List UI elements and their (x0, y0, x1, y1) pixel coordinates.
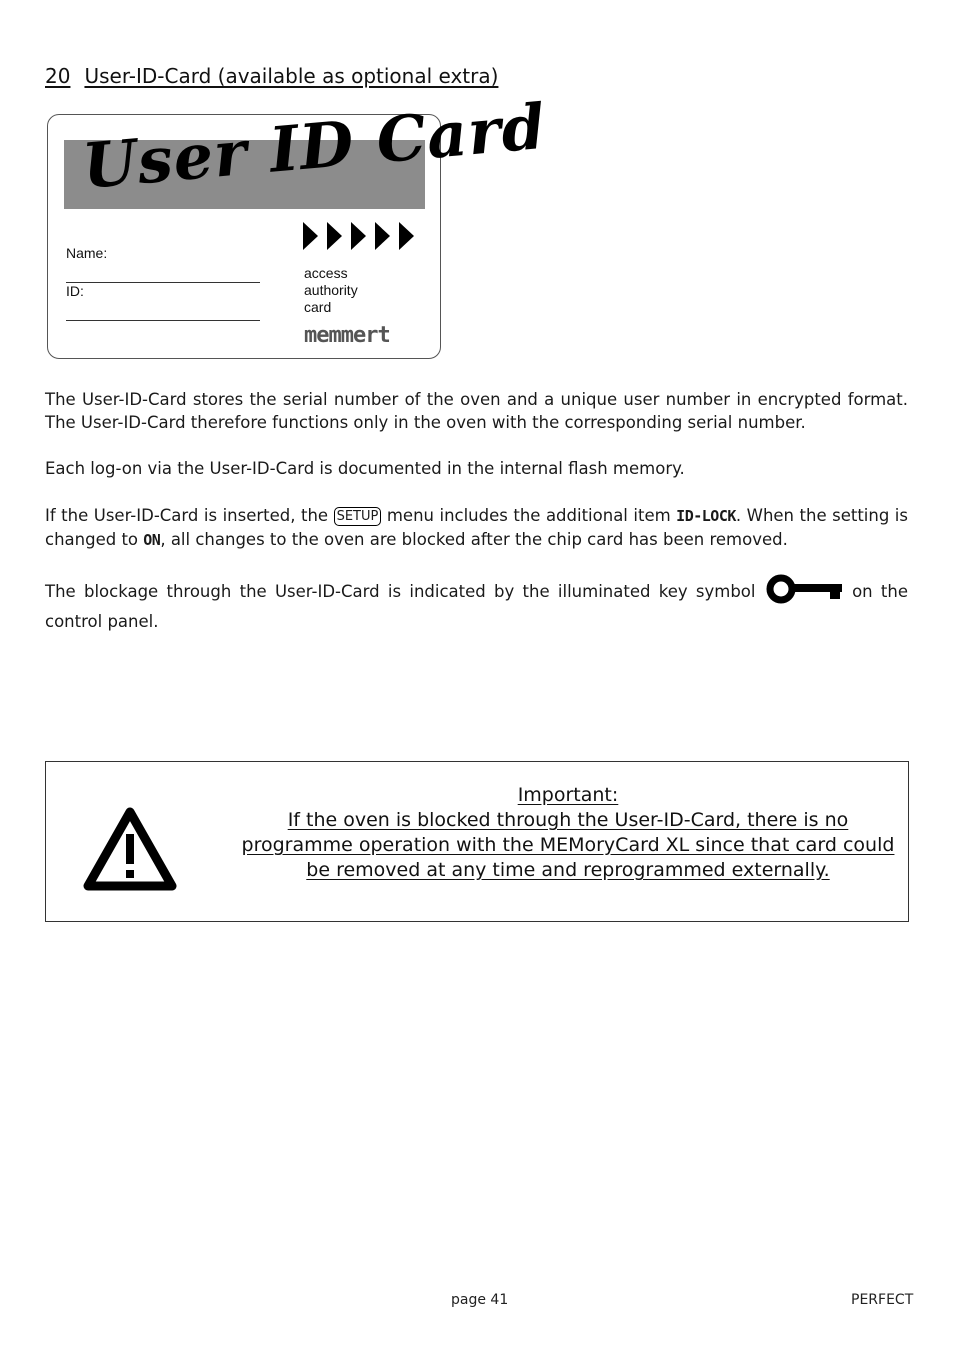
card-name-label: Name: (66, 245, 108, 261)
notice-body: If the oven is blocked through the User-ID-Card, there is no programme operation with the MEMoryCard XL since that card could be removed at any time and reprogrammed externally. (241, 809, 895, 881)
section-title: User-ID-Card (available as optional extra) (84, 64, 499, 88)
on-display: ON (143, 531, 161, 549)
notice-text (236, 783, 900, 883)
paragraph-logon: Each log-on via the User-ID-Card is documented in the internal flash memory. (45, 459, 685, 478)
card-id-line (66, 320, 260, 321)
paragraph-key-symbol: The blockage through the User-ID-Card is indicated by the illuminated key symbol on the control panel. (45, 574, 908, 633)
section-heading (45, 64, 498, 88)
key-icon (766, 574, 842, 610)
card-title: User ID Card (79, 89, 549, 203)
card-authority-text: access authority card (304, 265, 358, 315)
important-notice-box (45, 761, 909, 922)
page-number: page 41 (451, 1292, 509, 1308)
notice-title: Important: (517, 784, 619, 806)
paragraph-card-storage: The User-ID-Card stores the serial number of the oven and a unique user number in encrypted format. The User-ID-Card therefore functions only in the oven with the corresponding serial number. (45, 390, 908, 432)
section-number: 20 (45, 64, 71, 88)
user-id-card-illustration (47, 89, 549, 359)
memmert-logo: memmert (304, 323, 390, 348)
paragraph-setup-menu: If the User-ID-Card is inserted, the SETUP menu includes the additional item ID-LOCK. When the setting is changed to ON, all changes to the oven are blocked after the chip card has been removed. (45, 506, 908, 549)
warning-triangle-icon (82, 806, 178, 898)
card-insert-arrows-icon (303, 222, 423, 254)
id-lock-display: ID-LOCK (676, 507, 736, 525)
card-id-label: ID: (66, 283, 84, 299)
product-name: PERFECT (851, 1292, 914, 1308)
setup-key-icon: SETUP (334, 507, 382, 526)
card-banner (64, 89, 549, 209)
card-name-line (66, 282, 260, 283)
